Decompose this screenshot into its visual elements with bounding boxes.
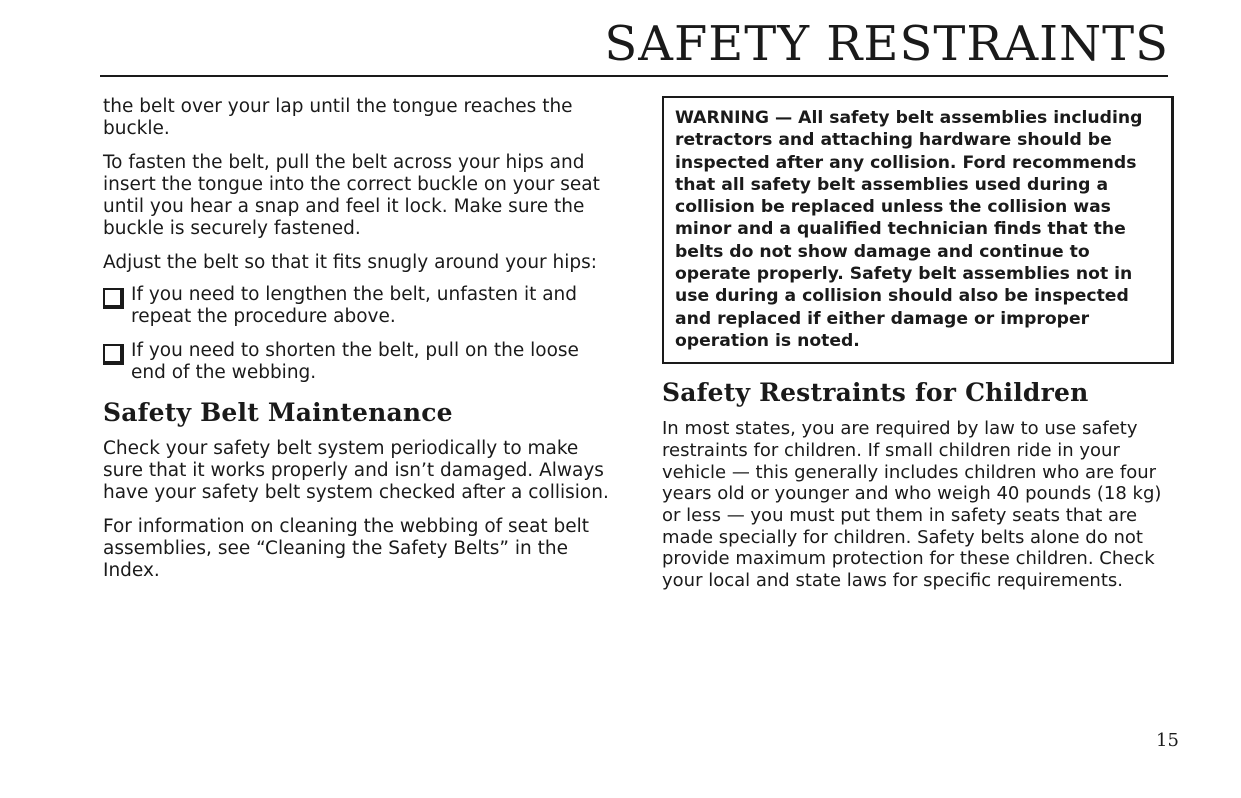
maintenance-paragraph: Check your safety belt system periodically to make sure that it works properly and isn’t damaged. Always have your safety belt system checked after a collision. (103, 438, 609, 503)
adjust-paragraph: Adjust the belt so that it fits snugly around your hips: (103, 252, 598, 273)
checklist-item (103, 284, 615, 328)
page-number: 15 (1156, 730, 1179, 751)
maintenance-heading: Safety Belt Maintenance (103, 398, 453, 427)
right-column (662, 96, 1177, 604)
title-divider (100, 75, 1168, 77)
checklist-item-text: If you need to lengthen the belt, unfasten it and repeat the procedure above. (131, 284, 578, 327)
cleaning-paragraph: For information on cleaning the webbing of seat belt assemblies, see “Cleaning the Safety Belts” in the Index. (103, 516, 590, 581)
page-title: SAFETY RESTRAINTS (604, 16, 1169, 72)
warning-box (662, 96, 1174, 364)
warning-text: WARNING — All safety belt assemblies including retractors and attaching hardware should be inspected after any collision. Ford recommends that all safety belt assemblies used during a collision be replaced unless the collision was minor and a qualified technician finds that the belts do not show damage and continue to operate properly. Safety belt assemblies not in use during a collision should also be inspected and replaced if either damage or improper operation is noted. (675, 108, 1143, 351)
checkbox-bullet-icon (103, 284, 131, 306)
intro-paragraph: the belt over your lap until the tongue reaches the buckle. (103, 96, 573, 139)
checkbox-bullet-icon (103, 340, 131, 362)
checklist-item-text: If you need to shorten the belt, pull on the loose end of the webbing. (131, 340, 579, 383)
left-column (103, 96, 615, 594)
checklist-item (103, 340, 615, 384)
fasten-paragraph: To fasten the belt, pull the belt across your hips and insert the tongue into the correct buckle on your seat until you hear a snap and feel it lock. Make sure the buckle is securely fastened. (103, 152, 600, 239)
children-paragraph: In most states, you are required by law to use safety restraints for children. If small children ride in your vehicle — this generally includes children who are four years old or younger and who weigh 40 pounds (18 kg) or less — you must put them in safety seats that are made specially for children. Safety belts alone do not provide maximum protection for these children. Check your local and state laws for specific requirements. (662, 418, 1162, 592)
children-heading: Safety Restraints for Children (662, 378, 1089, 408)
